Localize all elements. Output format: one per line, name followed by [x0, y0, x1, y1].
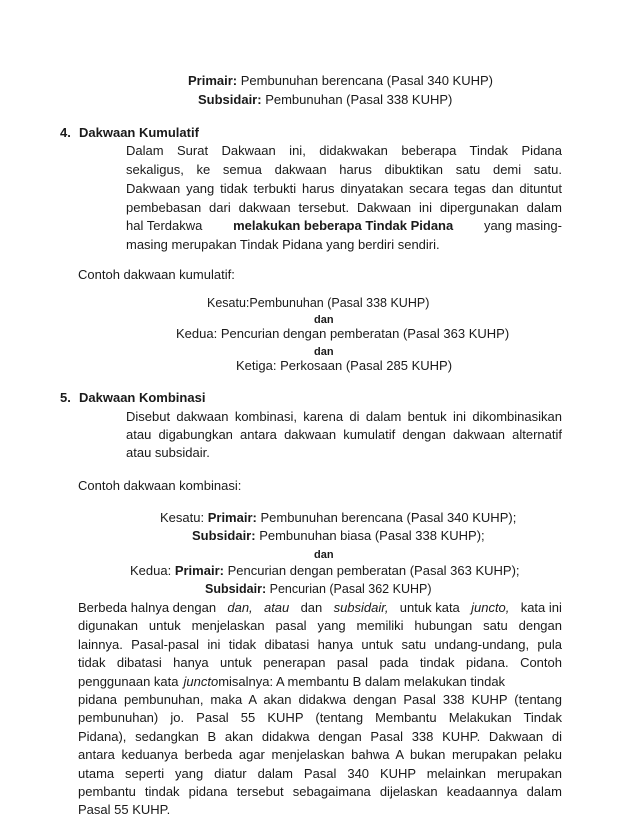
para-l1-a: Berbeda halnya dengan — [78, 600, 217, 615]
line-5-post: yang masing- — [483, 218, 562, 233]
para-l1-subsidair: subsidair, — [333, 600, 389, 615]
section-4-heading — [60, 125, 199, 141]
section-4-line-6: masing merupakan Tindak Pidana yang berdiri sendiri. — [126, 237, 440, 252]
para-l1-juncto: juncto, — [471, 600, 510, 615]
kesatu-prefix: Kesatu: — [160, 510, 205, 525]
section-4-number: 4. — [60, 125, 71, 140]
kedua-primair-label: Primair: — [174, 563, 224, 578]
kedua-subsidair-label: Subsidair: — [205, 582, 267, 596]
kombinasi-kedua-line — [130, 563, 520, 579]
para-line-1 — [78, 600, 562, 616]
section-5-number: 5. — [60, 390, 71, 405]
kumulatif-dan-2: dan — [314, 346, 334, 358]
para-l1-atau: atau — [263, 600, 290, 615]
kesatu-primair-text: Pembunuhan berencana (Pasal 340 KUHP); — [260, 510, 517, 525]
line-5-pre: hal Terdakwa — [126, 218, 203, 233]
example-kombinasi-intro: Contoh dakwaan kombinasi: — [78, 478, 242, 493]
para-line-5 — [78, 674, 562, 690]
para-l1-b: dan — [300, 600, 323, 615]
section-4-line-1: Dalam Surat Dakwaan ini, didakwakan beberapa Tindak Pidana — [126, 143, 562, 158]
kesatu-subsidair-text: Pembunuhan biasa (Pasal 338 KUHP); — [259, 528, 485, 543]
section-4-line-2: sekaligus, ke semua dakwaan harus dibuktikan satu demi satu. — [126, 162, 562, 177]
kedua-prefix: Kedua: — [130, 563, 172, 578]
para-line-6: pidana pembunuhan, maka A akan didakwa dengan Pasal 338 KUHP (tentang — [78, 692, 562, 707]
para-l5-a: penggunaan kata — [78, 673, 179, 689]
section-4-title: Dakwaan Kumulatif — [79, 125, 199, 140]
para-line-7: pembunuhan) jo. Pasal 55 KUHP (tentang Membantu Melakukan Tindak — [78, 710, 562, 726]
example-kumulatif-intro: Contoh dakwaan kumulatif: — [78, 267, 235, 282]
para-line-12: Pasal 55 KUHP. — [78, 802, 171, 818]
kedua-subsidair-text: Pencurian (Pasal 362 KUHP) — [269, 582, 432, 596]
section-5-line-2: atau digabungkan antara dakwaan kumulatif dengan dakwaan alternatif — [126, 427, 562, 442]
para-line-4: tidak dibatasi hanya untuk penerapan pasal pada tindak pidana. Contoh — [78, 655, 562, 671]
para-l1-dan: dan, — [227, 600, 253, 615]
kombinasi-kesatu-subsidair-line — [192, 528, 485, 544]
section-5-title: Dakwaan Kombinasi — [79, 390, 206, 405]
section-5-line-1: Disebut dakwaan kombinasi, karena di dalam bentuk ini dikombinasikan — [126, 409, 562, 424]
kombinasi-kedua-subsidair-line — [205, 581, 432, 597]
para-l5-b: misalnya: A membantu B dalam melakukan tindak — [218, 673, 506, 689]
para-line-9: antara keduanya berbeda agar menjelaskan bahwa A bukan merupakan pelaku — [78, 747, 562, 763]
para-line-11: pembantu tindak pidana tersebut sebagaimana dijelaskan keadaannya dalam — [78, 784, 562, 799]
primair-line — [188, 73, 493, 89]
section-4-line-4: pembebasan dari dakwaan tersebut. Dakwaan ini dipergunakan dalam — [126, 200, 562, 215]
kesatu-primair-label: Primair: — [207, 510, 257, 525]
section-4-line-5 — [126, 218, 562, 234]
subsidair-line — [198, 92, 452, 108]
para-l1-d: kata ini — [520, 600, 562, 615]
kombinasi-kesatu-line — [160, 510, 516, 526]
para-line-10: utama seperti yang diatur dalam Pasal 340 KUHP melainkan merupakan — [78, 765, 562, 781]
para-l1-c: untuk kata — [399, 600, 460, 615]
section-4-line-3: Dakwaan yang tidak terbukti harus dinyatakan secara tegas dan dituntut — [126, 181, 562, 196]
section-5-line-3: atau subsidair. — [126, 445, 210, 460]
primair-text: Pembunuhan berencana (Pasal 340 KUHP) — [240, 73, 493, 88]
primair-label: Primair: — [188, 73, 238, 88]
para-l5-rest — [183, 674, 562, 690]
kumulatif-example-1: Kesatu:Pembunuhan (Pasal 338 KUHP) — [207, 296, 430, 310]
kumulatif-example-3: Ketiga: Perkosaan (Pasal 285 KUHP) — [236, 358, 453, 373]
kedua-primair-text: Pencurian dengan pemberatan (Pasal 363 KUHP); — [227, 563, 520, 578]
subsidair-text: Pembunuhan (Pasal 338 KUHP) — [265, 92, 453, 107]
section-5-heading — [60, 390, 205, 406]
kumulatif-example-2: Kedua: Pencurian dengan pemberatan (Pasal 363 KUHP) — [176, 326, 510, 341]
para-line-8: Pidana), sedangkan B akan didakwa dengan Pasal 338 KUHP. Dakwaan di — [78, 728, 562, 744]
para-line-3: lainnya. Pasal-pasal ini tidak dibatasi hanya untuk satu undang-undang, pula — [78, 636, 562, 652]
subsidair-label: Subsidair: — [198, 92, 262, 107]
kombinasi-dan: dan — [314, 549, 334, 561]
para-l5-juncto: juncto — [183, 673, 219, 689]
para-line-2: digunakan untuk menjelaskan pasal yang memiliki hubungan satu dengan — [78, 618, 562, 634]
kesatu-subsidair-label: Subsidair: — [192, 528, 256, 543]
kumulatif-dan-1: dan — [314, 314, 334, 326]
line-5-bold: melakukan beberapa Tindak Pidana — [233, 218, 454, 233]
